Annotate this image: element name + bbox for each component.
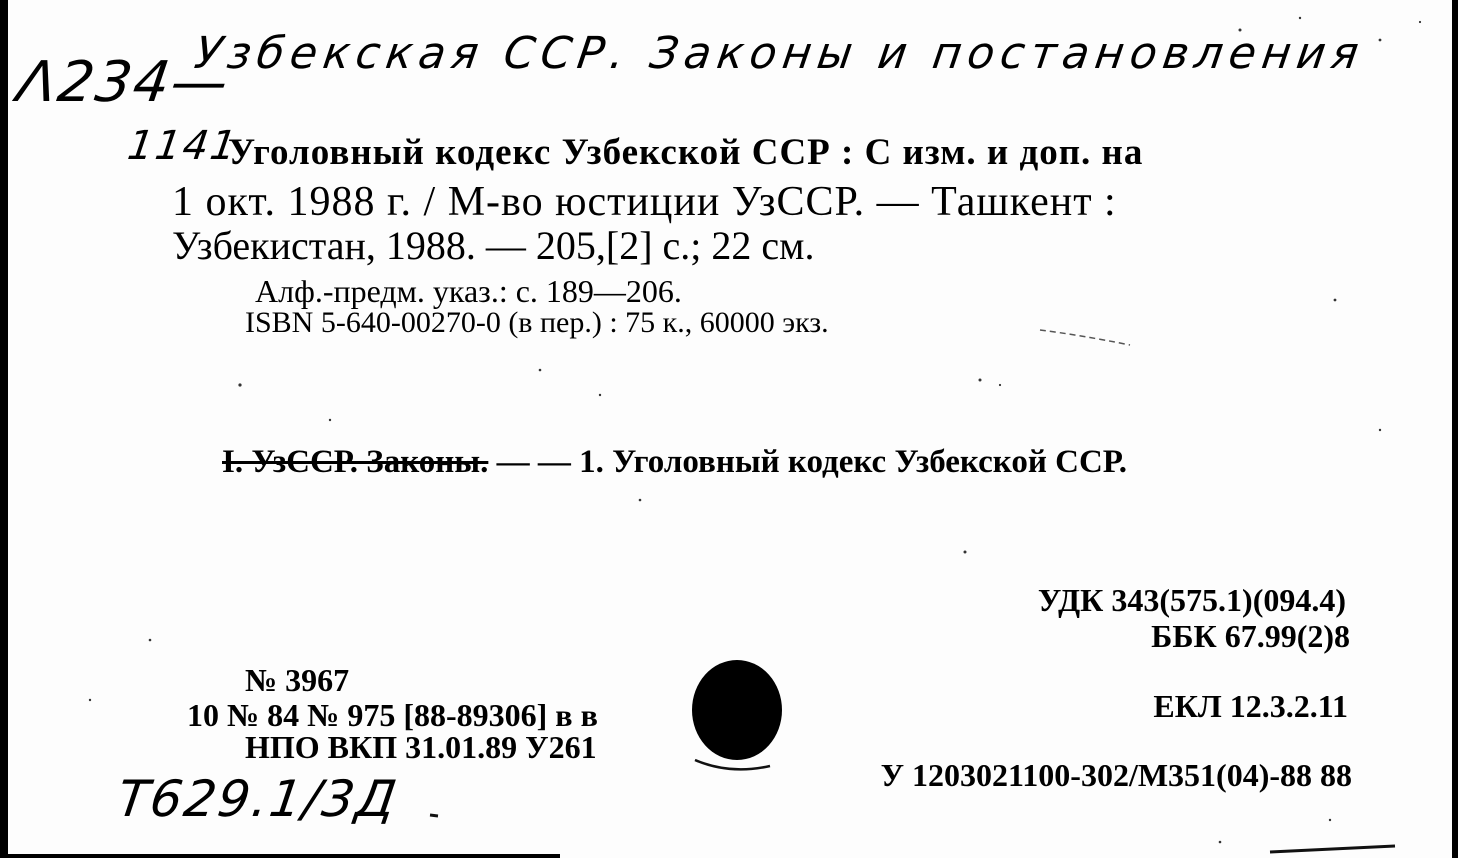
ekl-code: ЕКЛ 12.3.2.11 [1153,688,1348,724]
printer-info-line: НПО ВКП 31.01.89 У261 [245,729,597,765]
publisher-code: У 1203021100-302/М351(04)-88 88 [880,757,1352,793]
call-number-sub: 1141 [124,123,242,169]
isbn-note: ISBN 5-640-00270-0 (в пер.) : 75 к., 60000 экз. [245,306,829,339]
udk-code: УДК 343(575.1)(094.4) [1037,582,1346,618]
printing-info-line: 10 № 84 № 975 [88-89306] в в [187,697,598,733]
entry-collation-line: Узбекистан, 1988. — 205,[2] с.; 22 см. [172,223,815,268]
struck-tracing: I. УзССР. Законы. [222,444,489,480]
handwritten-shelf-mark: Т629.1/3Д [113,770,402,828]
index-note: Алф.-предм. указ.: с. 189—206. [255,273,682,309]
entry-title-line: Уголовный кодекс Узбекской ССР : С изм. и доп. на [228,132,1144,173]
call-number: Λ234— [13,50,234,115]
bbk-code: ББК 67.99(2)8 [1151,618,1350,654]
tracings [222,444,1127,481]
tracing-dash: — — [488,444,580,480]
handwritten-subject-heading: Узбекская ССР. Законы и постановления [191,28,1368,79]
punch-hole [692,660,782,760]
tracing-title: 1. Уголовный кодекс Узбекской ССР. [579,444,1128,480]
card-number: № 3967 [245,662,350,698]
entry-imprint-line: 1 окт. 1988 г. / М-во юстиции УзССР. — Ташкент : [172,179,1117,225]
